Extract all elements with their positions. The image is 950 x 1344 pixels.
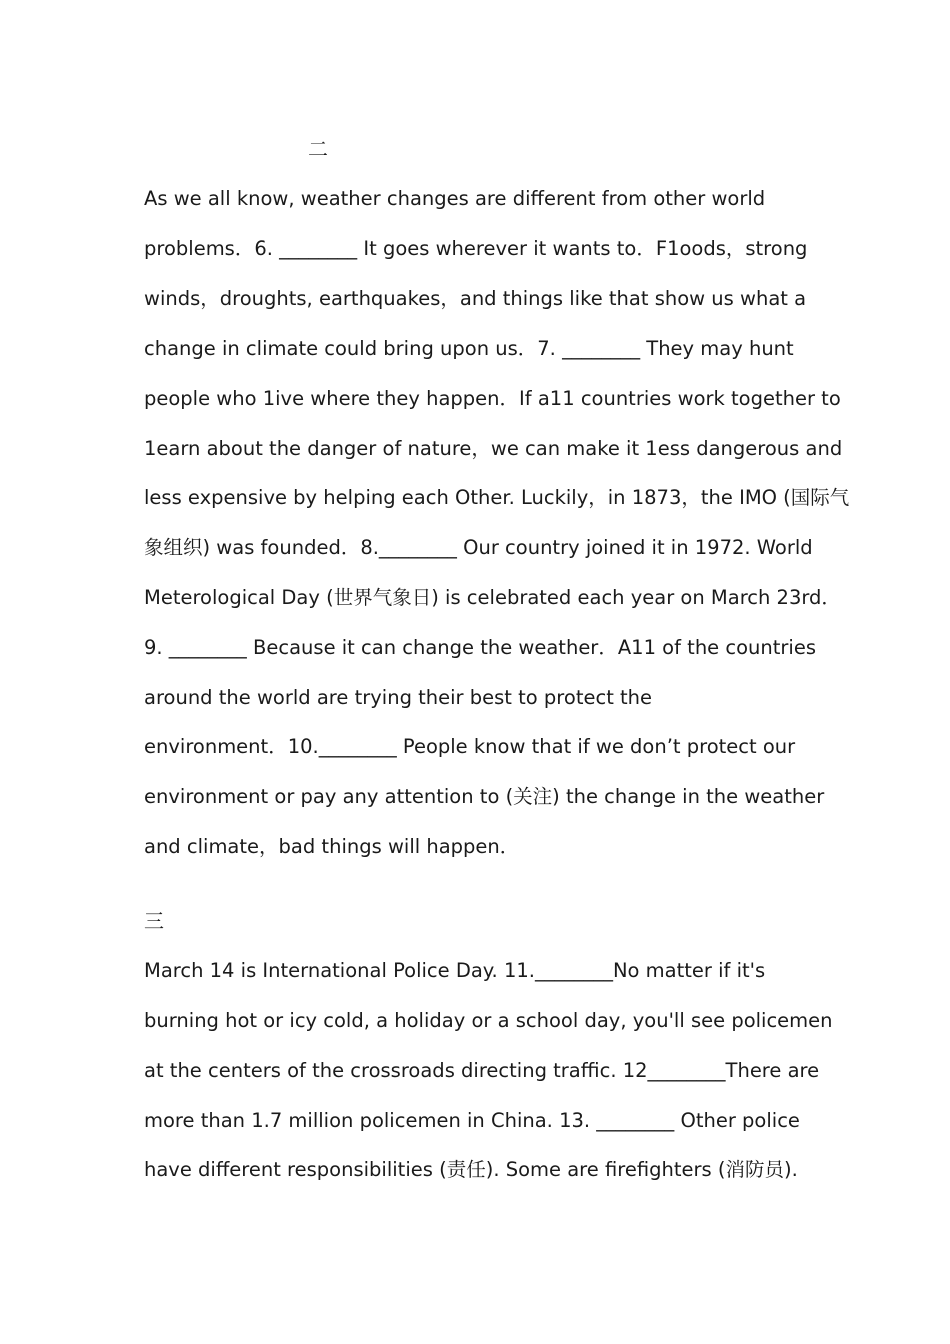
section-2-line-12: environment．10.________ People know that if we don’t protect our <box>144 735 796 758</box>
section-2-line-13: environment or pay any attention to (关注) the change in the weather <box>144 785 825 808</box>
section-2-heading: 二 <box>308 137 328 161</box>
section-3-heading: 三 <box>144 909 164 933</box>
section-3-line-3: at the centers of the crossroads directing traffic. 12________There are <box>144 1059 820 1082</box>
section-2-line-9: Meterological Day (世界气象日) is celebrated each year on March 23rd． <box>144 586 841 609</box>
section-2-line-2: problems．6. ________ It goes wherever it wants to．F1oods，strong <box>144 237 808 260</box>
section-2-line-11: around the world are trying their best to protect the <box>144 686 653 709</box>
section-2-line-14: and climate，bad things will happen． <box>144 835 520 858</box>
section-2-line-6: 1earn about the danger of nature，we can make it 1ess dangerous and <box>144 437 843 460</box>
section-2-line-5: people who 1ive where they happen．If a11 countries work together to <box>144 387 841 410</box>
section-3-line-4: more than 1.7 million policemen in China. 13. ________ Other police <box>144 1109 800 1132</box>
section-2-line-7: less expensive by helping each Other. Luckily，in 1873，the IMO (国际气 <box>144 486 850 509</box>
section-3-line-2: burning hot or icy cold, a holiday or a school day, you'll see policemen <box>144 1009 833 1032</box>
section-2-line-4: change in climate could bring upon us．7. ________ They may hunt <box>144 337 794 360</box>
section-2-line-3: winds，droughts, earthquakes，and things like that show us what a <box>144 287 807 310</box>
section-2-line-8: 象组织) was founded．8.________ Our country joined it in 1972. World <box>144 536 813 559</box>
section-2-line-1: As we all know, weather changes are different from other world <box>144 187 766 210</box>
section-3-line-1: March 14 is International Police Day. 11.________No matter if it's <box>144 959 766 982</box>
section-2-line-10: 9. ________ Because it can change the weather．A11 of the countries <box>144 636 816 659</box>
section-3-line-5: have different responsibilities (责任). Some are firefighters (消防员). <box>144 1158 798 1181</box>
